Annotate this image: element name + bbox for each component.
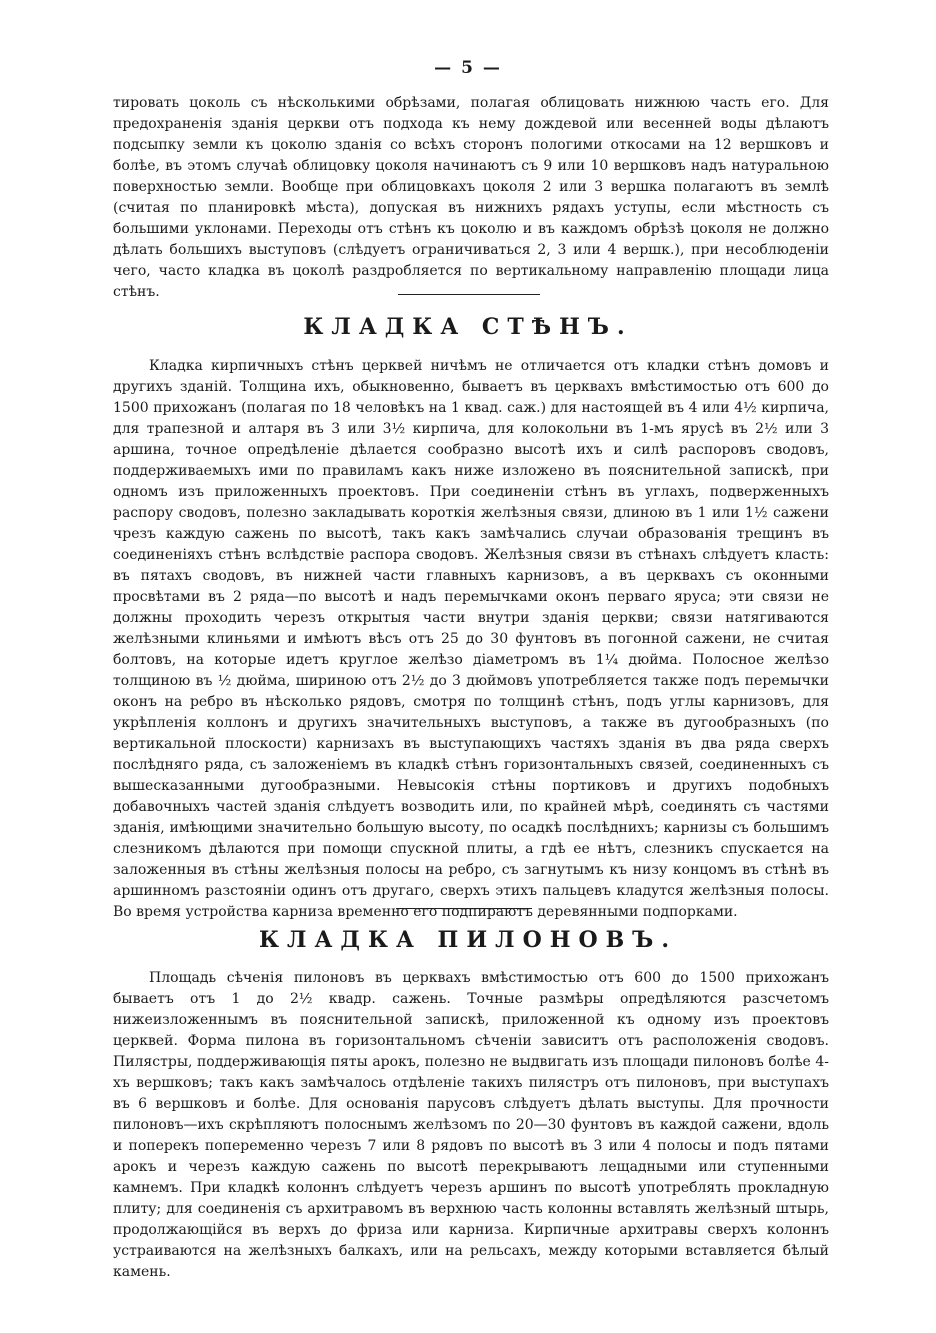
section-divider: [398, 294, 540, 295]
walls-paragraph: [113, 356, 829, 923]
walls-text: Кладка кирпичныхъ стѣнъ церквей ничѣмъ не отличается отъ кладки стѣнъ домовъ и другихъ зданій. Толщина ихъ, обыкновенно, бываетъ въ церквахъ вмѣстимостью отъ 600 до 1500 прихожанъ (полагая по 18 человѣкъ на 1 квад. саж.) для настоящей въ 4 или 4½ кирпича, для трапезной и алтаря въ 3 или 3½ кирпича, для колокольни въ 1-мъ ярусѣ въ 2½ или 3 аршина, точное опредѣленіе дѣлается сообразно высотѣ ихъ и силѣ распоровъ сводовъ, поддерживаемыхъ ими по правиламъ какъ ниже изложено въ пояснительной запискѣ, при одномъ изъ приложенныхъ проектовъ. При соединеніи стѣнъ въ углахъ, подверженныхъ распору сводовъ, полезно закладывать короткія желѣзныя связи, длиною въ 1 или 1½ сажени чрезъ каждую сажень по высотѣ, такъ какъ замѣчались случаи образованія трещинъ въ соединеніяхъ стѣнъ вслѣдствіе распора сводовъ. Желѣзныя связи въ стѣнахъ слѣдуетъ класть: въ пятахъ сводовъ, въ нижней части главныхъ карнизовъ, а въ церквахъ съ оконными просвѣтами въ 2 ряда—по высотѣ и надъ перемычками оконъ перваго яруса; эти связи не должны проходить черезъ открытыя части внутри зданія церкви; связи натягиваются желѣзными клиньями и имѣютъ вѣсъ отъ 25 до 30 фунтовъ въ погонной сажени, не считая болтовъ, на которые идетъ круглое желѣзо діаметромъ въ 1¼ дюйма. Полосное желѣзо толщиною въ ½ дюйма, шириною отъ 2½ до 3 дюймовъ употребляется также подъ перемычки оконъ на ребро въ нѣсколько рядовъ, смотря по толщинѣ стѣнъ, подъ углы карнизовъ, для укрѣпленія коллонъ и другихъ значительныхъ выступовъ, а также въ дугообразныхъ (по вертикальной плоскости) карнизахъ въ выступающихъ частяхъ зданія въ два ряда сверхъ послѣдняго ряда, съ заложеніемъ въ кладкѣ стѣнъ горизонтальныхъ связей, соединенныхъ съ вышесказанными дугообразными. Невысокія стѣны портиковъ и другихъ подобныхъ добавочныхъ частей зданія слѣдуетъ возводить или, по крайней мѣрѣ, соединять съ частями зданія, имѣющими значительно большую высоту, по осадкѣ послѣднихъ; карнизы съ большимъ слезникомъ дѣлаются при помощи спускной плиты, а гдѣ ее нѣтъ, слезникъ спускается на заложенныя въ стѣны желѣзныя полосы на ребро, съ загнутымъ къ низу концомъ въ стѣнѣ въ аршинномъ разстояніи одинъ отъ другаго, сверхъ этихъ пальцевъ кладутся желѣзныя полосы. Во время устройства карниза временно его подпираютъ деревянными подпорками.: [113, 358, 829, 920]
section-title-walls: КЛАДКА СТѢНЪ.: [303, 314, 633, 340]
pylons-text: Площадь сѣченія пилоновъ въ церквахъ вмѣстимостью отъ 600 до 1500 прихожанъ бываетъ отъ 1 до 2½ квадр. сажень. Точные размѣры опредѣляются разсчетомъ нижеизложеннымъ въ пояснительной запискѣ, приложенной къ одному изъ проектовъ церквей. Форма пилона въ горизонтальномъ сѣченіи зависитъ отъ расположенія сводовъ. Пилястры, поддерживающія пяты арокъ, полезно не выдвигать изъ площади пилоновъ болѣе 4-хъ вершковъ; такъ какъ замѣчалось отдѣленіе такихъ пилястръ отъ пилоновъ, при выступахъ въ 6 вершковъ и болѣе. Для основанія парусовъ слѣдуетъ дѣлать выступы. Для прочности пилоновъ—ихъ скрѣпляютъ полоснымъ желѣзомъ по 20—30 фунтовъ въ каждой сажени, вдоль и поперекъ попеременно черезъ 7 или 8 рядовъ по высотѣ въ 3 или 4 полосы и подъ пятами арокъ и черезъ каждую сажень по высотѣ перекрываютъ лещадными или ступенными камнемъ. При кладкѣ колоннъ слѣдуетъ черезъ аршинъ по высотѣ употреблять прокладную плиту; для соединенія съ архитравомъ въ верхнюю часть колонны вставлять желѣзный штырь, продолжающійся въ верхъ до фриза или карниза. Кирпичные архитравы сверхъ колоннъ устраиваются на желѣзныхъ балкахъ, или на рельсахъ, между которыми вставляется бѣлый камень.: [113, 970, 829, 1280]
page-number: — 5 —: [434, 58, 502, 78]
intro-text: тировать цоколь съ нѣсколькими обрѣзами, полагая облицовать нижнюю часть его. Для предохраненія зданія церкви отъ подхода къ нему дождевой или весенней воды дѣлаютъ подсыпку земли къ цоколю зданія со всѣхъ сторонъ пологими откосами на 12 вершковъ и болѣе, въ этомъ случаѣ облицовку цоколя начинаютъ съ 9 или 10 вершковъ надъ натуральною поверхностью земли. Вообще при облицовкахъ цоколя 2 или 3 вершка полагаютъ въ землѣ (считая по планировкѣ мѣста), допуская въ нижнихъ рядахъ уступы, если мѣстность съ большими уклонами. Переходы отъ стѣнъ къ цоколю и въ каждомъ обрѣзѣ цоколя не должно дѣлать большихъ выступовъ (слѣдуетъ ограничиваться 2, 3 или 4 вершк.), при несоблюденіи чего, часто кладка въ цоколѣ раздробляется по вертикальному направленію площади лица стѣнъ.: [113, 95, 829, 300]
section-title-pylons: КЛАДКА ПИЛОНОВЪ.: [259, 927, 677, 953]
pylons-paragraph: [113, 968, 829, 1283]
section-divider: [396, 908, 532, 909]
intro-paragraph: [113, 93, 829, 303]
